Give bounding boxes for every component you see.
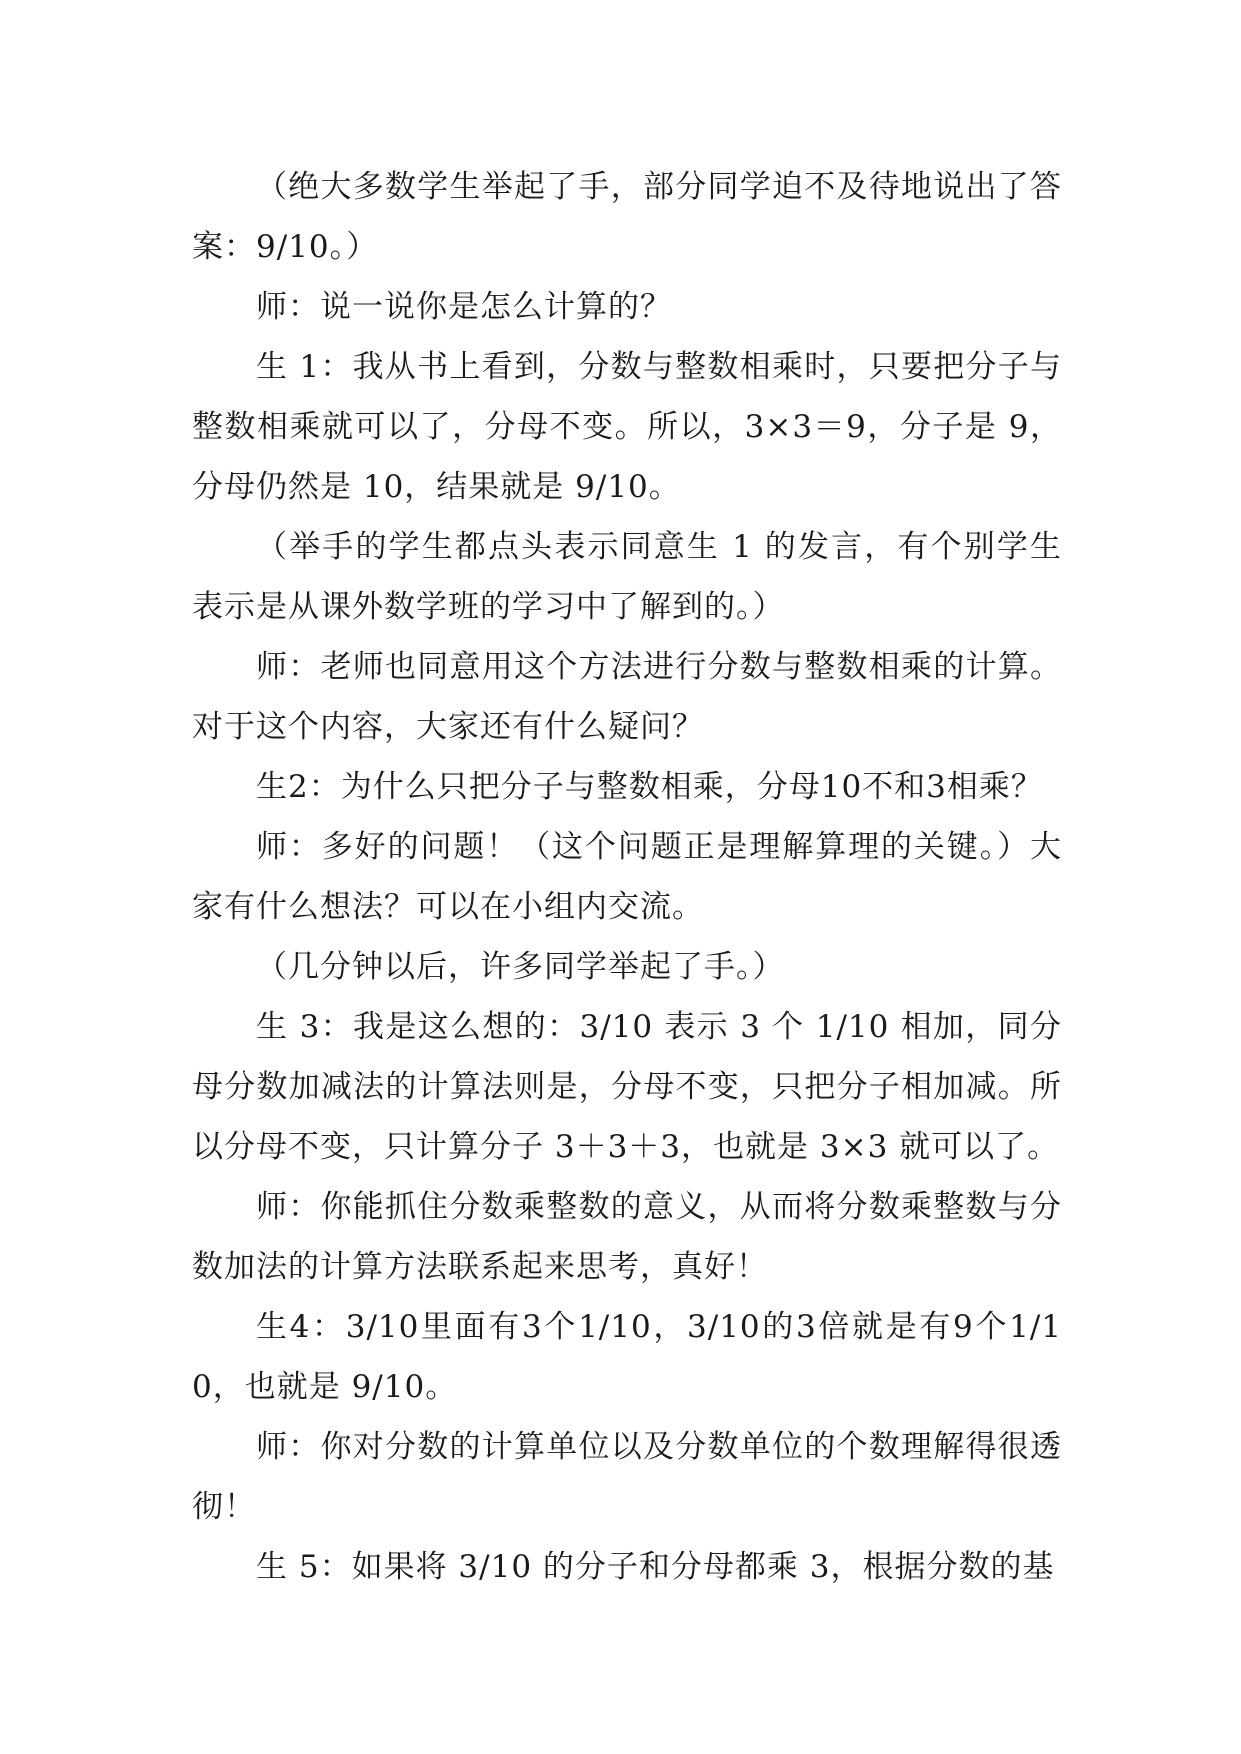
paragraph: （绝大多数学生举起了手，部分同学迫不及待地说出了答案：9/10。） [192,169,1062,265]
paragraph: 生 5：如果将 3/10 的分子和分母都乘 3，根据分数的基 [256,1549,1055,1585]
paragraph: 生2：为什么只把分子与整数相乘，分母10不和3相乘？ [256,769,1043,805]
paragraph: 生 1：我从书上看到，分数与整数相乘时，只要把分子与整数相乘就可以了，分母不变。所以，3×3＝9，分子是 9，分母仍然是 10，结果就是 9/10。 [192,349,1062,505]
paragraph: 生4：3/10里面有3个1/10，3/10的3倍就是有9个1/10，也就是 9/10。 [192,1309,1062,1405]
paragraph: 师：老师也同意用这个方法进行分数与整数相乘的计算。对于这个内容，大家还有什么疑问？ [192,649,1062,745]
paragraph: （几分钟以后，许多同学举起了手。） [256,949,785,985]
paragraph: 生 3：我是这么想的：3/10 表示 3 个 1/10 相加，同分母分数加减法的计算法则是，分母不变，只把分子相加减。所以分母不变，只计算分子 3＋3＋3，也就是 3×3 就可以了。 [192,1009,1062,1165]
paragraph: 师：你对分数的计算单位以及分数单位的个数理解得很透彻！ [192,1429,1062,1525]
paragraph: 师：你能抓住分数乘整数的意义，从而将分数乘整数与分数加法的计算方法联系起来思考，真好！ [192,1189,1062,1285]
paragraph: 师：多好的问题！（这个问题正是理解算理的关键。）大家有什么想法？可以在小组内交流。 [192,829,1062,925]
paragraph: 师：说一说你是怎么计算的？ [256,289,672,325]
paragraph: （举手的学生都点头表示同意生 1 的发言，有个别学生表示是从课外数学班的学习中了解到的。） [192,529,1062,625]
document-body [192,157,1062,1597]
